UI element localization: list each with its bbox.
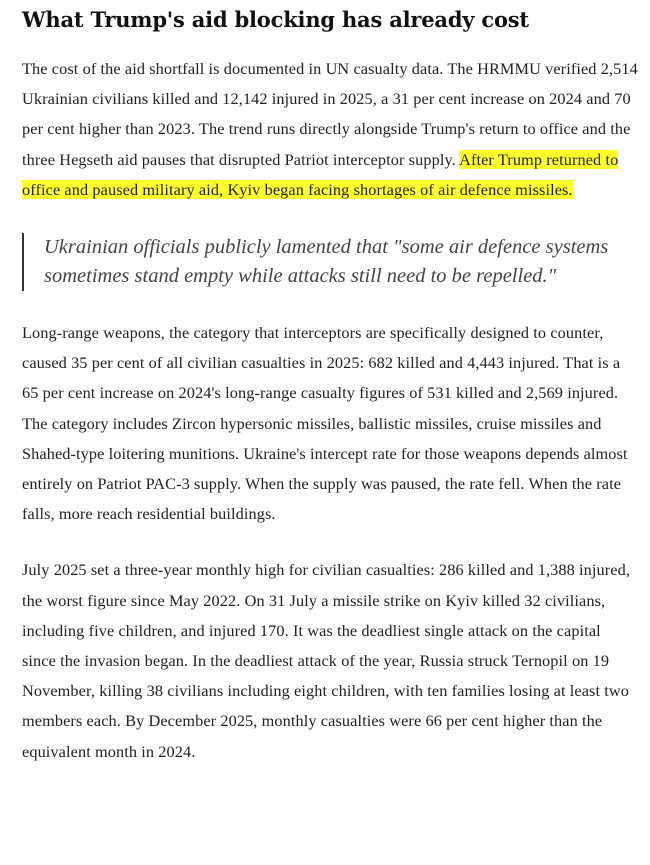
pull-quote: Ukrainian officials publicly lamented that "some air defence systems sometimes stand empty while attacks still need to be repelled." [22, 233, 638, 291]
highlighted-sentence: After Trump returned to office and paused military aid, Kyiv began facing shortages of air defence missiles. [22, 149, 619, 199]
article [22, 0, 638, 767]
paragraph-intro [22, 54, 638, 205]
paragraph-long-range: Long-range weapons, the category that interceptors are specifically designed to counter, caused 35 per cent of all civilian casualties in 2025: 682 killed and 4,443 injured. That is a 65 per cent increase on 2024's long-range casualty figures of 531 killed and 2,569 injured. The category includes Zircon hypersonic missiles, ballistic missiles, cruise missiles and Shahed-type loitering munitions. Ukraine's intercept rate for those weapons depends almost entirely on Patriot PAC-3 supply. When the supply was paused, the rate fell. When the rate falls, more reach residential buildings. [22, 323, 628, 524]
paragraph-july-2025: July 2025 set a three-year monthly high for civilian casualties: 286 killed and 1,388 injured, the worst figure since May 2022. On 31 July a missile strike on Kyiv killed 32 civilians, including five children, and injured 170. It was the deadliest single attack on the capital since the invasion began. In the deadliest attack of the year, Russia struck Ternopil on 19 November, killing 38 civilians including eight children, with ten families losing at least two members each. By December 2025, monthly casualties were 66 per cent higher than the equivalent month in 2024. [22, 560, 631, 761]
paragraph-intro-text: The cost of the aid shortfall is documented in UN casualty data. The HRMMU verified 2,514 Ukrainian civilians killed and 12,142 injured in 2025, a 31 per cent increase on 2024 and 70 per cent higher than 2023. The trend runs directly alongside Trump's return to office and the three Hegseth aid pauses that disrupted Patriot interceptor supply. [22, 59, 638, 169]
section-heading: What Trump's aid blocking has already cost [22, 7, 529, 32]
